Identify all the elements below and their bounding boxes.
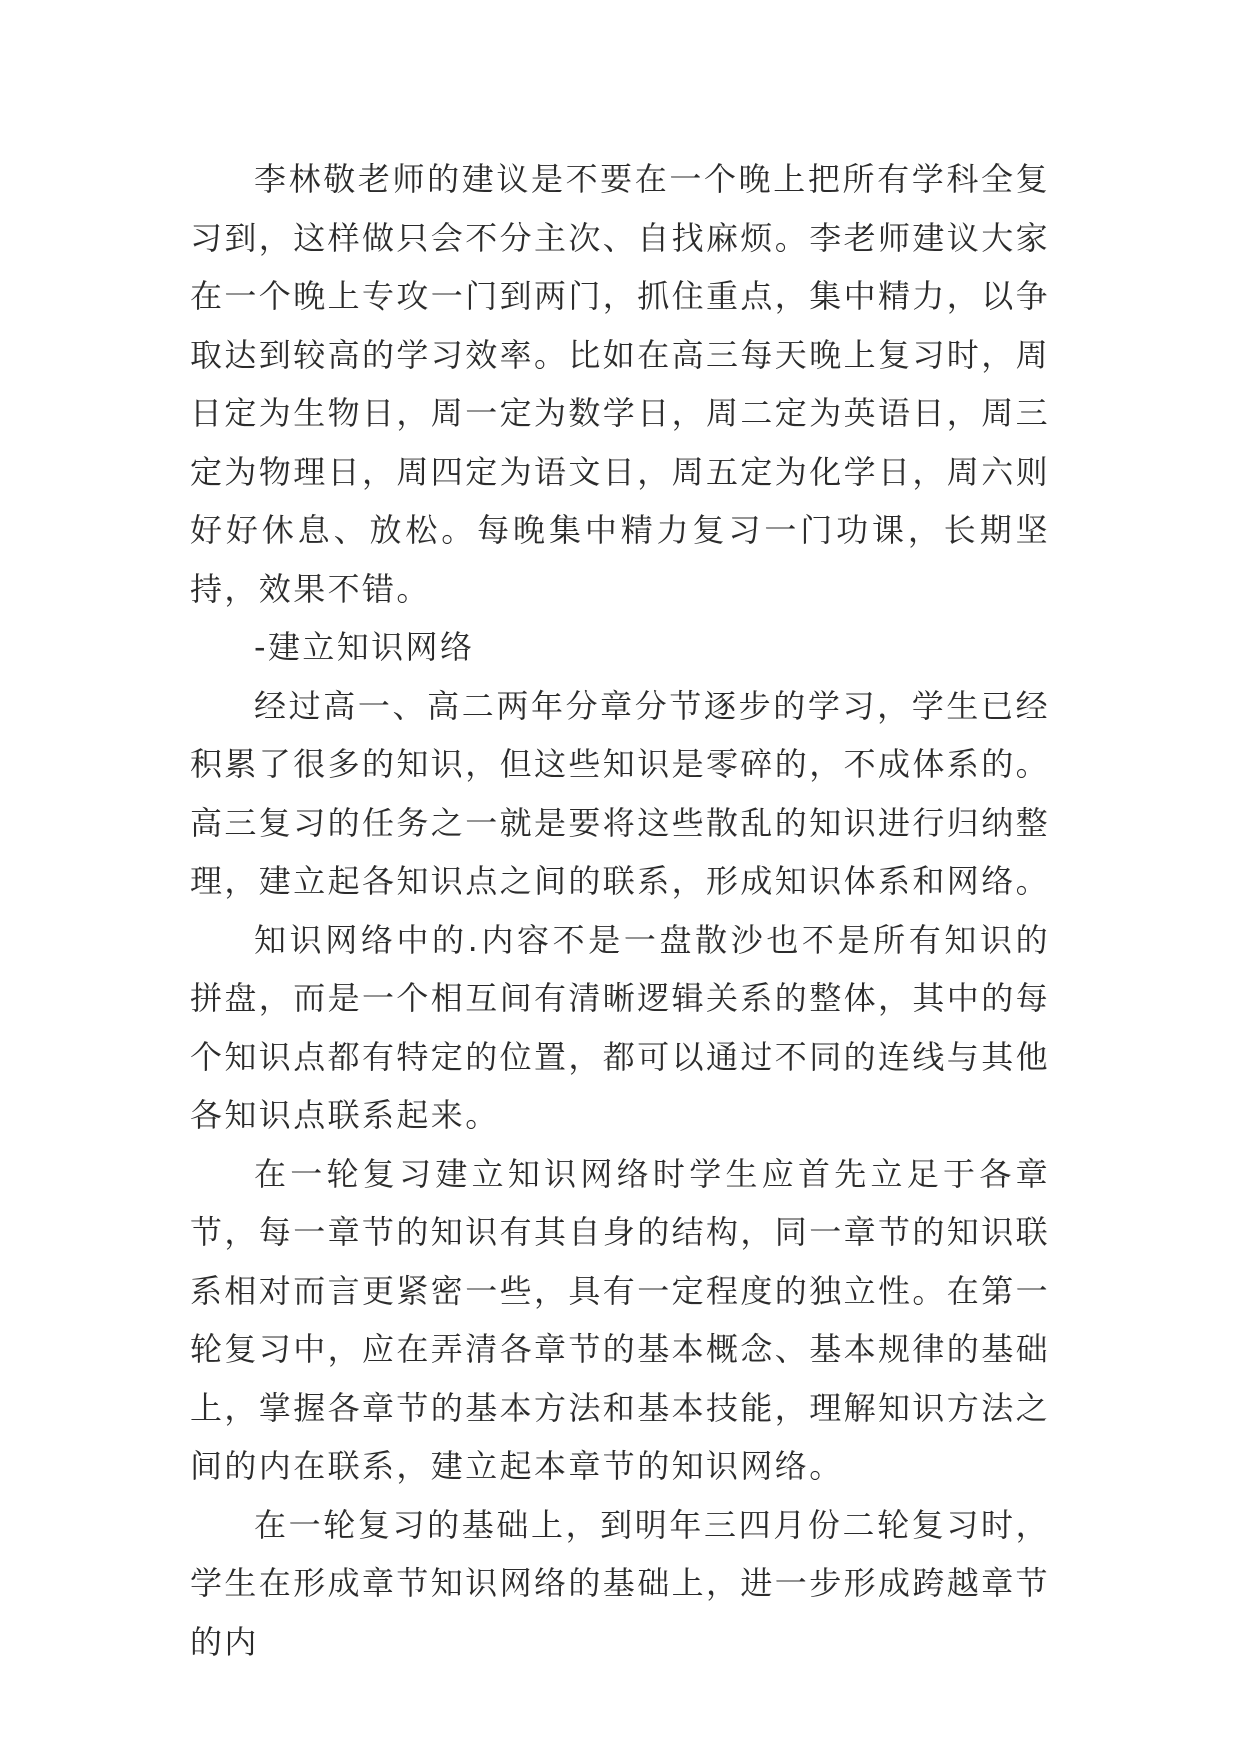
section-heading-knowledge-network: -建立知识网络 — [254, 628, 475, 666]
paragraph-second-round-review: 在一轮复习的基础上，到明年三四月份二轮复习时，学生在形成章节知识网络的基础上，进一步形成跨越章节的内 — [190, 1505, 1051, 1661]
paragraph-network-structure: 知识网络中的.内容不是一盘散沙也不是所有知识的拼盘，而是一个相互间有清晰逻辑关系的整体，其中的每个知识点都有特定的位置，都可以通过不同的连线与其他各知识点联系起来。 — [190, 920, 1051, 1134]
paragraph-knowledge-accumulation: 经过高一、高二两年分章分节逐步的学习，学生已经积累了很多的知识，但这些知识是零碎的，不成体系的。高三复习的任务之一就是要将这些散乱的知识进行归纳整理，建立起各知识点之间的联系，形成知识体系和网络。 — [190, 686, 1051, 900]
paragraph-first-round-review: 在一轮复习建立知识网络时学生应首先立足于各章节，每一章节的知识有其自身的结构，同一章节的知识联系相对而言更紧密一些，具有一定程度的独立性。在第一轮复习中，应在弄清各章节的基本概念、基本规律的基础上，掌握各章节的基本方法和基本技能，理解知识方法之间的内在联系，建立起本章节的知识网络。 — [190, 1154, 1051, 1485]
paragraph-study-schedule: 李林敬老师的建议是不要在一个晚上把所有学科全复习到，这样做只会不分主次、自找麻烦。李老师建议大家在一个晚上专攻一门到两门，抓住重点，集中精力，以争取达到较高的学习效率。比如在高三每天晚上复习时，周日定为生物日，周一定为数学日，周二定为英语日，周三定为物理日，周四定为语文日，周五定为化学日，周六则好好休息、放松。每晚集中精力复习一门功课，长期坚持，效果不错。 — [190, 160, 1051, 608]
document-body — [190, 150, 1050, 1671]
